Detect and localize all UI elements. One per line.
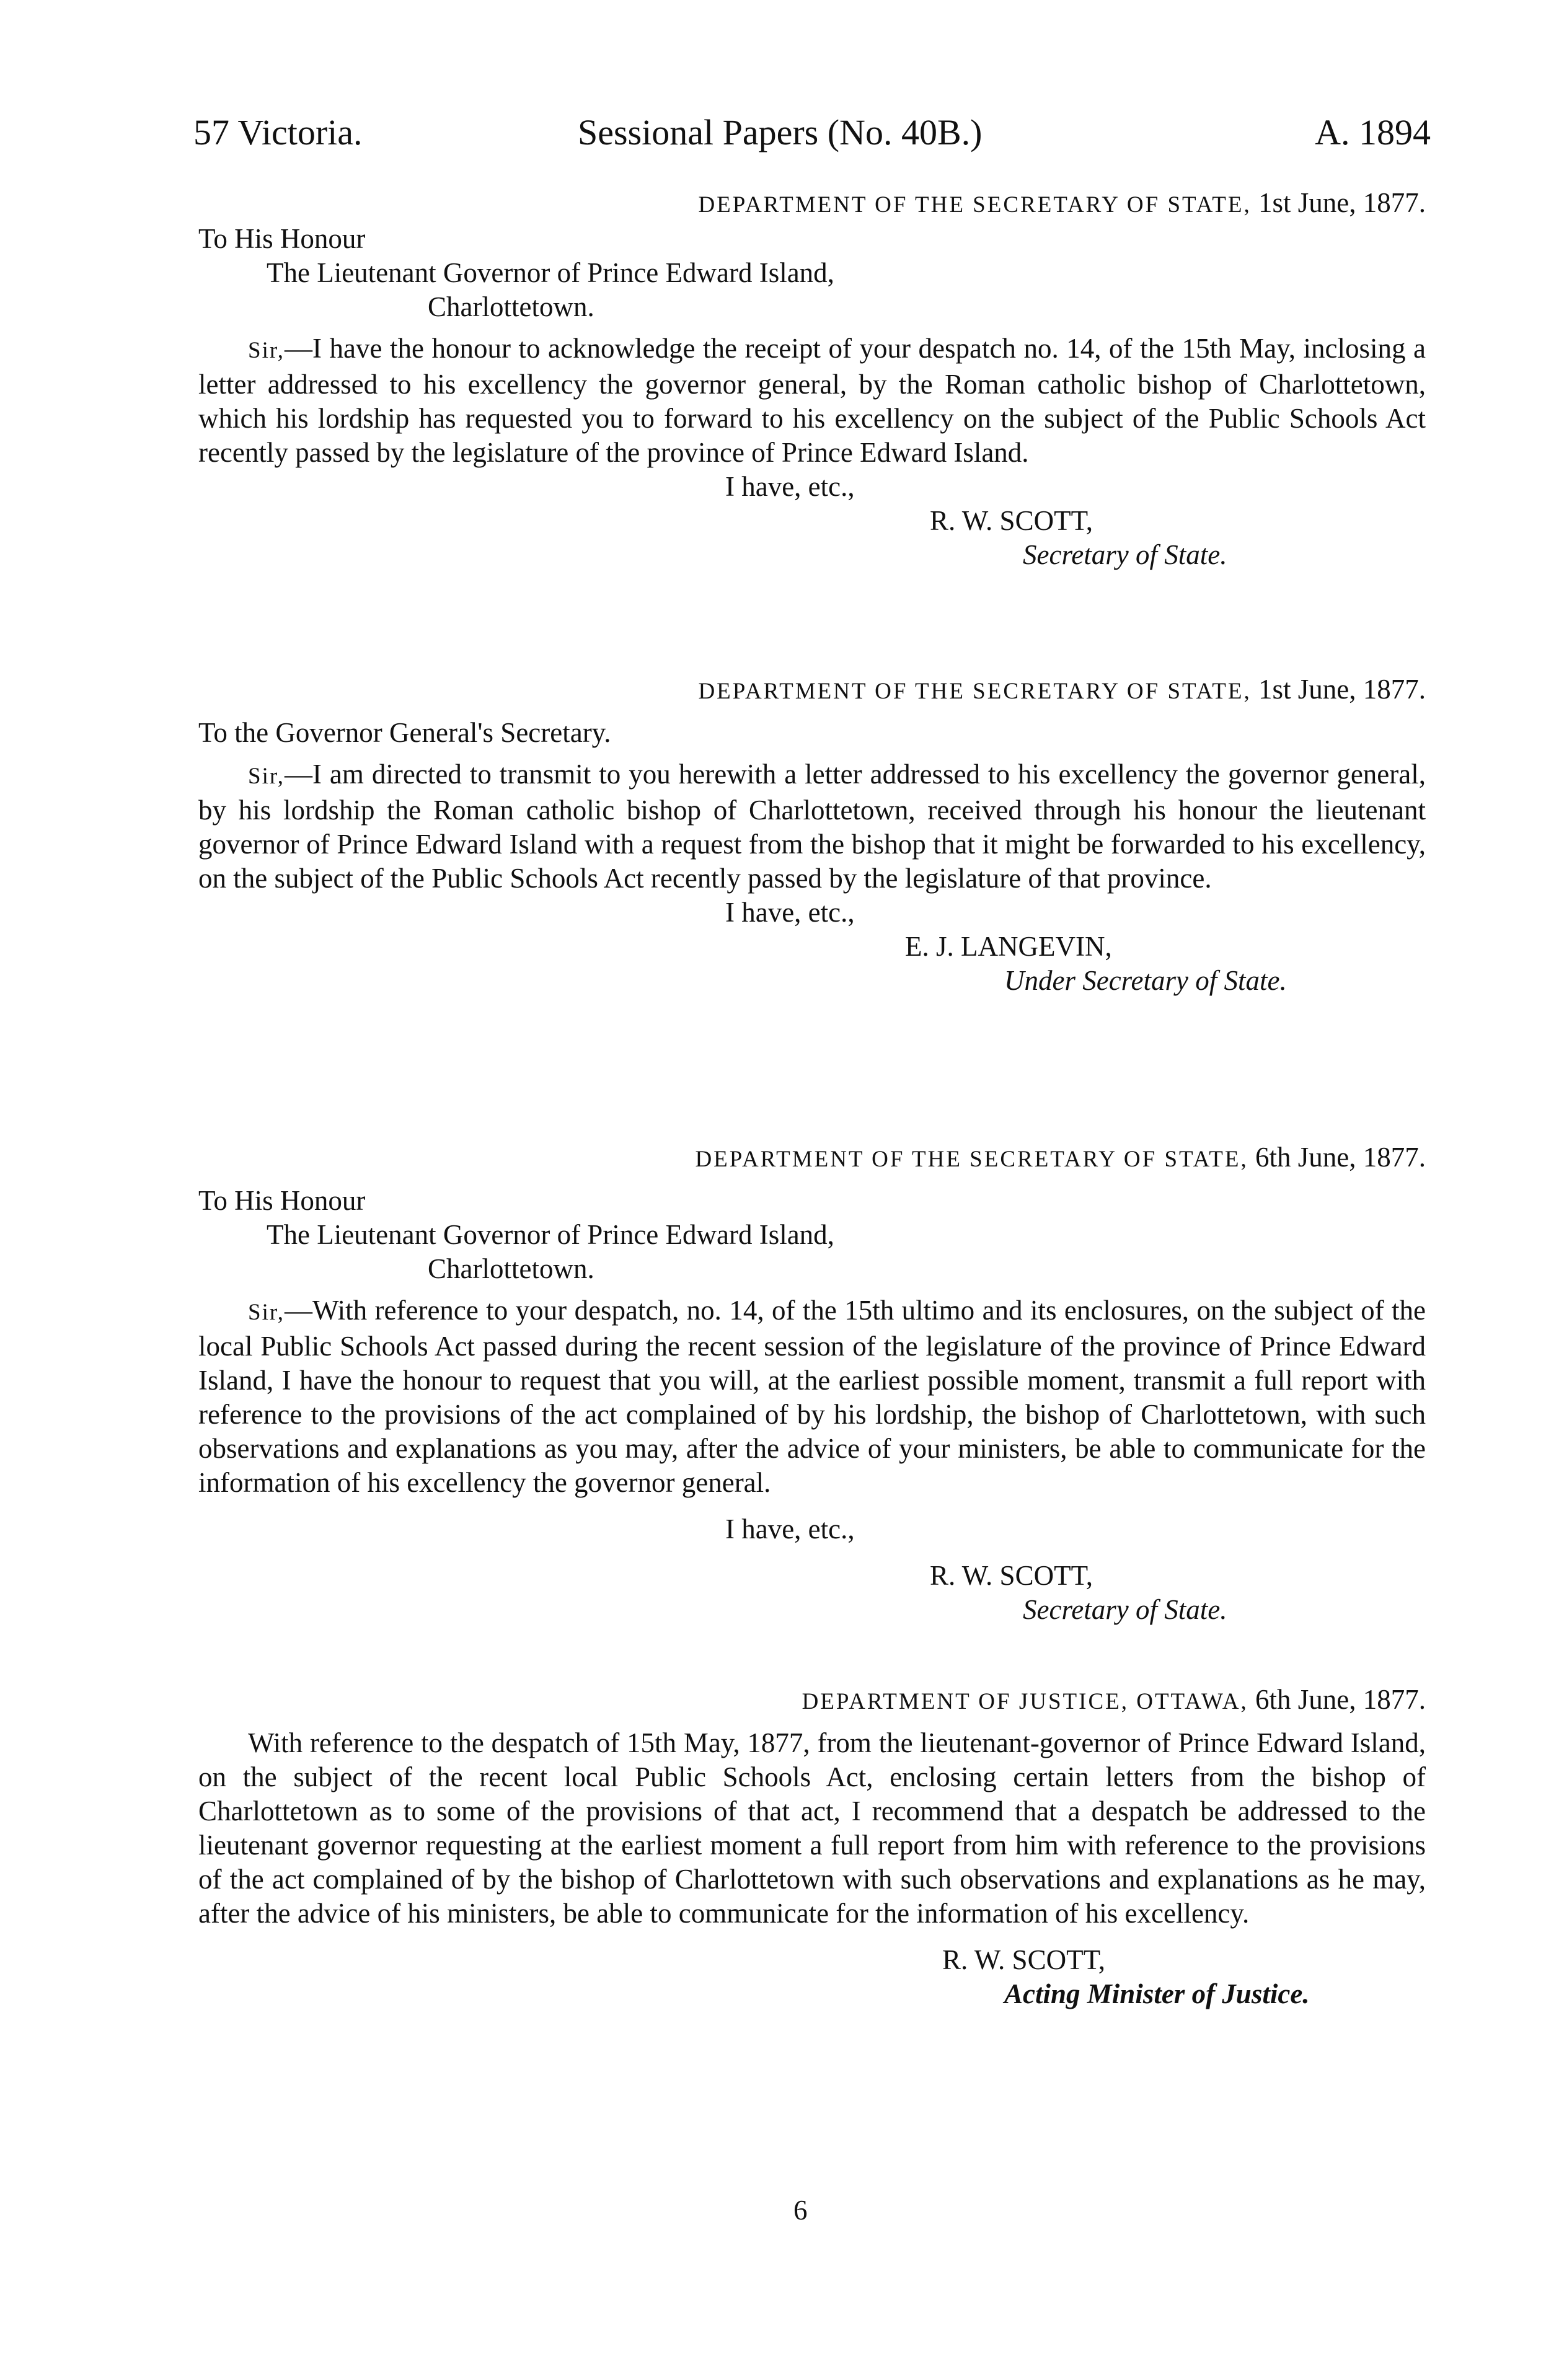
dateline-date: 1st June, 1877.	[1258, 674, 1426, 705]
header-session: 57 Victoria.	[193, 112, 363, 152]
dateline-date: 6th June, 1877.	[1255, 1684, 1426, 1715]
dateline-date: 1st June, 1877.	[1258, 187, 1426, 218]
letter-3-dateline	[198, 1140, 1426, 1176]
memo-body: With reference to the despatch of 15th May, 1877, from the lieutenant-governor of Prince Edward Island, on the subject of the recent local Public Schools Act, enclosing certain letters from the bishop of Charlottetown as to some of the provisions of that act, I recommend that a despatch be addressed to the lieutenant governor requesting at the earliest moment a full report from him with reference to the provisions of the act complained of by the bishop of Charlottetown with such observations and explanations as he may, after the advice of his ministers, be able to communicate for the information of his excellency.	[198, 1727, 1426, 1929]
letter-body	[198, 332, 1426, 470]
signature: E. J. LANGEVIN,	[905, 931, 1112, 962]
page-number: 6	[793, 2195, 808, 2226]
salutation: Sir,	[248, 338, 285, 363]
signatory-title: Under Secretary of State.	[1004, 965, 1287, 996]
memo-dateline	[198, 1683, 1426, 1719]
signature: R. W. SCOTT,	[930, 1560, 1093, 1591]
signature: R. W. SCOTT,	[942, 1944, 1105, 1975]
address-line: To His Honour	[198, 223, 366, 254]
signature: R. W. SCOTT,	[930, 505, 1093, 536]
header-year: A. 1894	[1315, 112, 1431, 152]
closing: I have, etc.,	[725, 471, 855, 502]
signatory-title: Acting Minister of Justice.	[1004, 1978, 1310, 2009]
dateline-department: DEPARTMENT OF THE SECRETARY OF STATE,	[695, 1147, 1248, 1172]
salutation: Sir,	[248, 764, 285, 789]
letter-body	[198, 1294, 1426, 1500]
address-line: The Lieutenant Governor of Prince Edward Island,	[267, 257, 834, 288]
header-sessional-papers: Sessional Papers (No. 40B.)	[578, 112, 983, 152]
dateline-date: 6th June, 1877.	[1255, 1142, 1426, 1173]
running-header	[193, 112, 1431, 167]
memo-justice	[198, 1683, 1426, 2011]
body-text: —With reference to your despatch, no. 14, of the 15th ultimo and its enclosures, on the subject of the local Public Schools Act passed during the recent session of the legislature of the province of Prince Edward Island, I have the honour to request that you will, at the earliest possible moment, transmit a full report with reference to the provisions of the act complained of by his lordship, the bishop of Charlottetown, with such observations and explanations as you may, after the advice of your ministers, be able to communicate for the information of his excellency the governor general.	[198, 1295, 1426, 1498]
dateline-department: DEPARTMENT OF THE SECRETARY OF STATE,	[698, 192, 1252, 218]
address-line: To His Honour	[198, 1185, 366, 1216]
address-line: To the Governor General's Secretary.	[198, 717, 611, 748]
body-text: —I am directed to transmit to you herewith a letter addressed to his excellency the governor general, by his lordship the Roman catholic bishop of Charlottetown, received through his honour the lieutenant governor of Prince Edward Island with a request from the bishop that it might be forwarded to his excellency, on the subject of the Public Schools Act recently passed by the legislature of that province.	[198, 759, 1426, 894]
letter-body	[198, 757, 1426, 896]
body-text: —I have the honour to acknowledge the receipt of your despatch no. 14, of the 15th May, inclosing a letter addressed to his excellency the governor general, by the Roman catholic bishop of Charlottetown, which his lordship has requested you to forward to his excellency on the subject of the Public Schools Act recently passed by the legislature of the province of Prince Edward Island.	[198, 333, 1426, 468]
closing: I have, etc.,	[725, 897, 855, 928]
salutation: Sir,	[248, 1300, 285, 1325]
dateline-department: DEPARTMENT OF JUSTICE, OTTAWA,	[802, 1689, 1248, 1714]
letter-3	[198, 1140, 1426, 1627]
address-line: Charlottetown.	[428, 291, 594, 322]
letter-1	[198, 186, 1426, 572]
dateline-department: DEPARTMENT OF THE SECRETARY OF STATE,	[698, 679, 1252, 704]
address-line: The Lieutenant Governor of Prince Edward Island,	[267, 1219, 834, 1250]
closing: I have, etc.,	[725, 1514, 855, 1545]
address-line: Charlottetown.	[428, 1253, 594, 1284]
letter-2-dateline	[198, 672, 1426, 708]
letter-1-dateline	[198, 186, 1426, 222]
letter-2	[198, 672, 1426, 998]
signatory-title: Secretary of State.	[1023, 1594, 1227, 1625]
signatory-title: Secretary of State.	[1023, 539, 1227, 570]
